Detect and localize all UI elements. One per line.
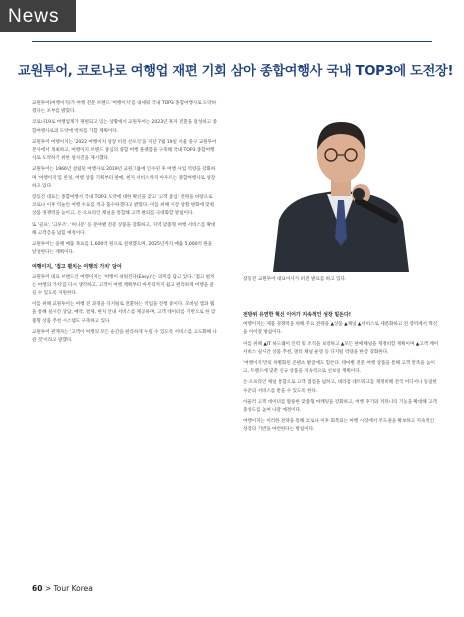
left-paragraph: 교원투어는 1966년 설립된 여행사로 2019년 교원그룹에 인수된 후 여행 사업 역량을 강화하며 '여행이지'를 론칭, 여행 상품 기획부터 판매, 현지 서비스까지 아우르는 종합여행사로 성장하고 있다. (32, 167, 216, 189)
left-paragraph: 교원투어 여행이지는 '2022 여행이지 성장 비전 선포식'을 지난 7월 19일 서울 중구 교원투어 본사에서 개최하고, 여행이지 브랜드 중심의 종합 여행 플랫폼을 구축해 국내 TOP3 종합여행사로 도약하기 위한 청사진을 제시했다. (32, 139, 217, 162)
left-paragraph: 교원투어 관계자는 '고객이 여행의 모든 순간을 편리하게 누릴 수 있도록 서비스를 고도화해 나갈 것'이라고 말했다. (32, 329, 217, 344)
right-paragraph: 온·오프라인 채널 통합으로 고객 접점을 넓히고, 대리점 네트워크를 재정비해 전국 어디서나 동일한 수준의 서비스를 받을 수 있도록 한다. (243, 380, 437, 394)
left-paragraph: 코로나19로 여행업계가 재편되고 있는 상황에서 교원투어는 2023년 흑자 전환을 달성하고 종합여행사로의 도약에 박차를 가할 계획이다. (32, 120, 217, 134)
left-paragraph: 교원투어(여행이지)가 여행 전문 브랜드 '여행이지'를 내세워 국내 TOP3 종합여행사로 도약하겠다는 포부를 밝혔다. (32, 101, 217, 115)
right-subheading: 전방위 유연한 혁신 이어가 지속적인 성장 밑돈다! (243, 312, 351, 318)
left-paragraph: 장동진 대표는 종합여행사 국내 TOP3 도약에 대한 확신을 갖고 '고객 중심' 전략을 바탕으로 코로나 이후 억눌린 여행 수요를 적극 흡수하겠다고 밝혔다. 이를 위해 시장 상황 변화에 맞춰 상품 경쟁력을 높이고, 온·오프라인 채널을 통합해 고객 편의를 극대화할 방침이다. (32, 195, 215, 217)
right-paragraph: 아울러 고객 데이터를 활용한 맞춤형 마케팅을 강화하고, 여행 후기와 커뮤니티 기능을 확대해 고객 충성도를 높여 나갈 예정이다. (243, 399, 437, 414)
right-paragraph: 이를 위해 ▲IT 하드웨어 인력 및 조직을 보강하고 ▲모든 판매채널을 재정비할 계획이며 ▲고객 케어서비스 실시간 상품 추천, 멀티 채널 운영 등 디지털 역량을 한층 강화한다. (243, 341, 439, 355)
header-rule (32, 41, 432, 42)
left-paragraph: 또 '골프', '크루즈', '허니문' 등 분야별 전문 상품을 강화하고, 지역 맞춤형 여행 서비스를 확대해 고객층을 넓힐 예정이다. (32, 222, 216, 236)
section-label: News (0, 0, 76, 32)
left-paragraph: 교원투어는 올해 매출 목표를 1,600억 원으로 설정했으며, 2025년까지 매출 5,000억 원을 달성한다는 계획이다. (32, 242, 213, 256)
left-column (32, 100, 217, 550)
left-subheading: 여행이지, '접고 펼치는 여행의 가치' 담아 (32, 264, 122, 271)
page-footer (32, 584, 93, 593)
speaker-illustration (243, 100, 439, 272)
page-number: 60 (32, 584, 43, 593)
photo-caption: 장동진 교원투어 대표이사가 비전 발표를 하고 있다. (243, 277, 347, 282)
speaker-photo (243, 100, 439, 272)
right-paragraph: '여행이지'만의 차별화된 콘텐츠 발굴에도 힘쓴다. 테마별 전문 여행 상품을 통해 고객 만족을 높이고, 트렌드에 맞춘 신규 상품을 지속적으로 선보일 계획이다. (243, 361, 435, 375)
right-column (243, 305, 439, 555)
left-paragraph: 교원투어 대표 브랜드인 여행이지는 '여행이 쉬워진다(Easy)'는 의미를 담고 있다. '접고 펼치는 여행의 가치'를 다시 생각하고, 고객이 여행 계획부터 마무리까지 쉽고 편리하게 여행을 즐길 수 있도록 지원한다. (32, 274, 215, 297)
footer-separator: > (44, 584, 54, 593)
headline: 교원투어, 코로나로 여행업 재편 기회 삼아 종합여행사 국내 TOP3에 도전장! (18, 64, 454, 79)
right-paragraph: 여행이지는 제품 경쟁력을 위해 주요 전략을 ▲상품 ▲채널 ▲서비스로 세분화하고 전 영역에서 혁신을 이어갈 방침이다. (243, 322, 438, 336)
right-paragraph: 여행이지는 이러한 전략을 통해 코로나 이후 회복되는 여행 시장에서 주도권을 확보하고 지속적인 성장의 기반을 마련한다는 방침이다. (243, 419, 435, 433)
magazine-name: Tour Korea (53, 584, 93, 593)
left-paragraph: 이를 위해 교원투어는 여행 전 과정을 디지털로 전환하는 작업을 진행 중이다. 모바일 앱과 웹을 통해 실시간 상담, 예약, 결제, 현지 안내 서비스를 제공하며, 고객 데이터를 기반으로 한 맞춤형 상품 추천 시스템도 구축하고 있다. (32, 302, 216, 324)
